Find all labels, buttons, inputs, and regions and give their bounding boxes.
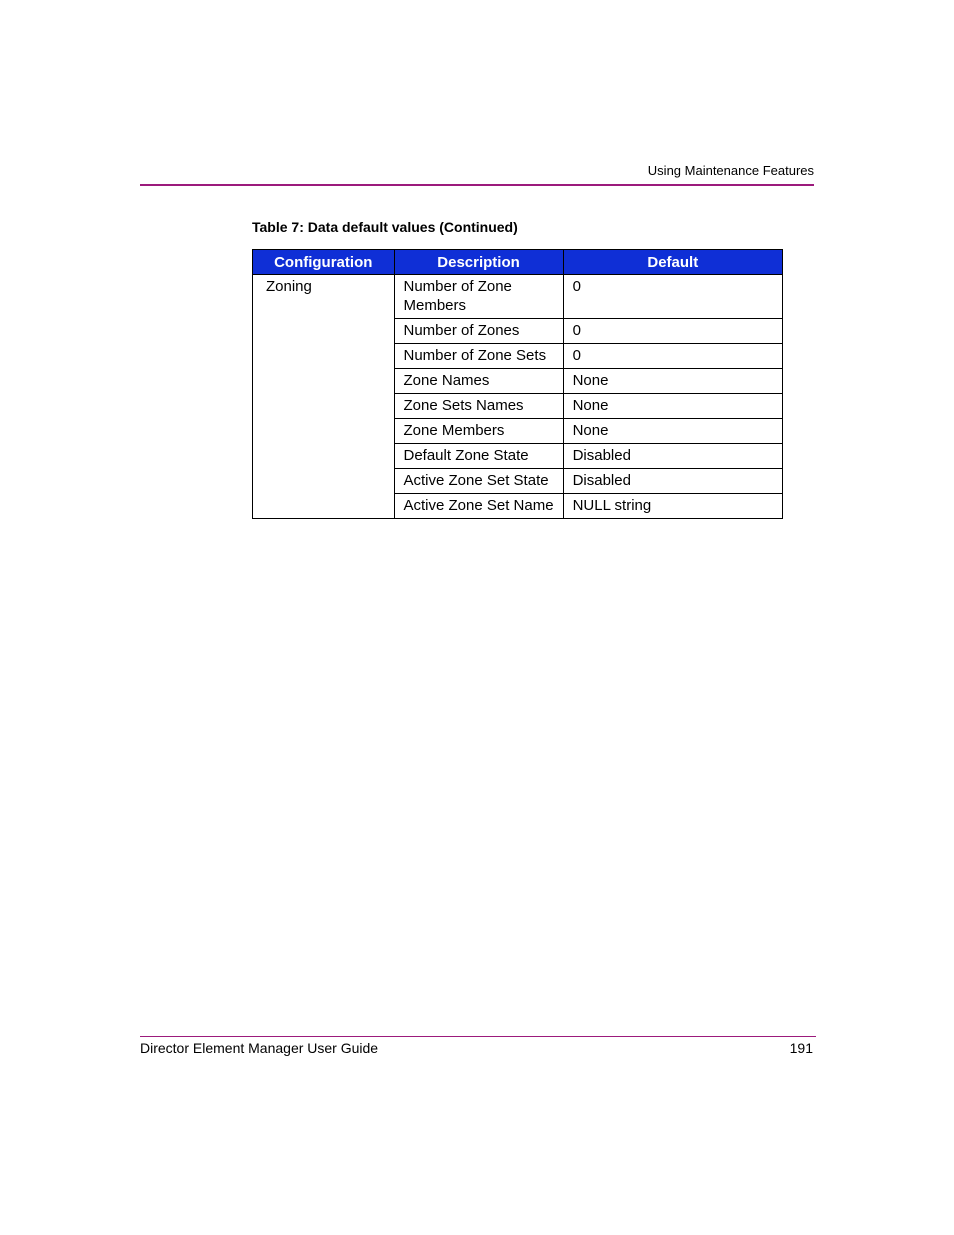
description-cell: Zone Members xyxy=(394,419,563,444)
default-cell: Disabled xyxy=(563,469,782,494)
default-cell: None xyxy=(563,369,782,394)
default-cell: NULL string xyxy=(563,494,782,519)
column-header-configuration: Configuration xyxy=(253,250,395,275)
description-cell: Number of Zones xyxy=(394,319,563,344)
description-cell: Default Zone State xyxy=(394,444,563,469)
description-cell: Active Zone Set State xyxy=(394,469,563,494)
default-cell: None xyxy=(563,419,782,444)
running-header: Using Maintenance Features xyxy=(647,163,814,178)
description-cell: Number of Zone Sets xyxy=(394,344,563,369)
footer-rule xyxy=(140,1036,816,1037)
column-header-description: Description xyxy=(394,250,563,275)
default-cell: 0 xyxy=(563,319,782,344)
configuration-cell: Zoning xyxy=(253,275,395,519)
description-cell: Zone Sets Names xyxy=(394,394,563,419)
table-caption: Table 7: Data default values (Continued) xyxy=(252,219,518,235)
header-rule xyxy=(140,184,814,186)
default-cell: 0 xyxy=(563,344,782,369)
default-cell: 0 xyxy=(563,275,782,319)
table-row xyxy=(253,275,783,319)
footer-doc-title: Director Element Manager User Guide xyxy=(140,1040,379,1056)
data-default-values-table xyxy=(252,249,783,519)
table-header-row xyxy=(253,250,783,275)
description-cell: Active Zone Set Name xyxy=(394,494,563,519)
default-cell: Disabled xyxy=(563,444,782,469)
default-cell: None xyxy=(563,394,782,419)
description-cell: Zone Names xyxy=(394,369,563,394)
description-cell: Number of Zone Members xyxy=(394,275,563,319)
column-header-default: Default xyxy=(563,250,782,275)
page-number: 191 xyxy=(789,1040,813,1056)
